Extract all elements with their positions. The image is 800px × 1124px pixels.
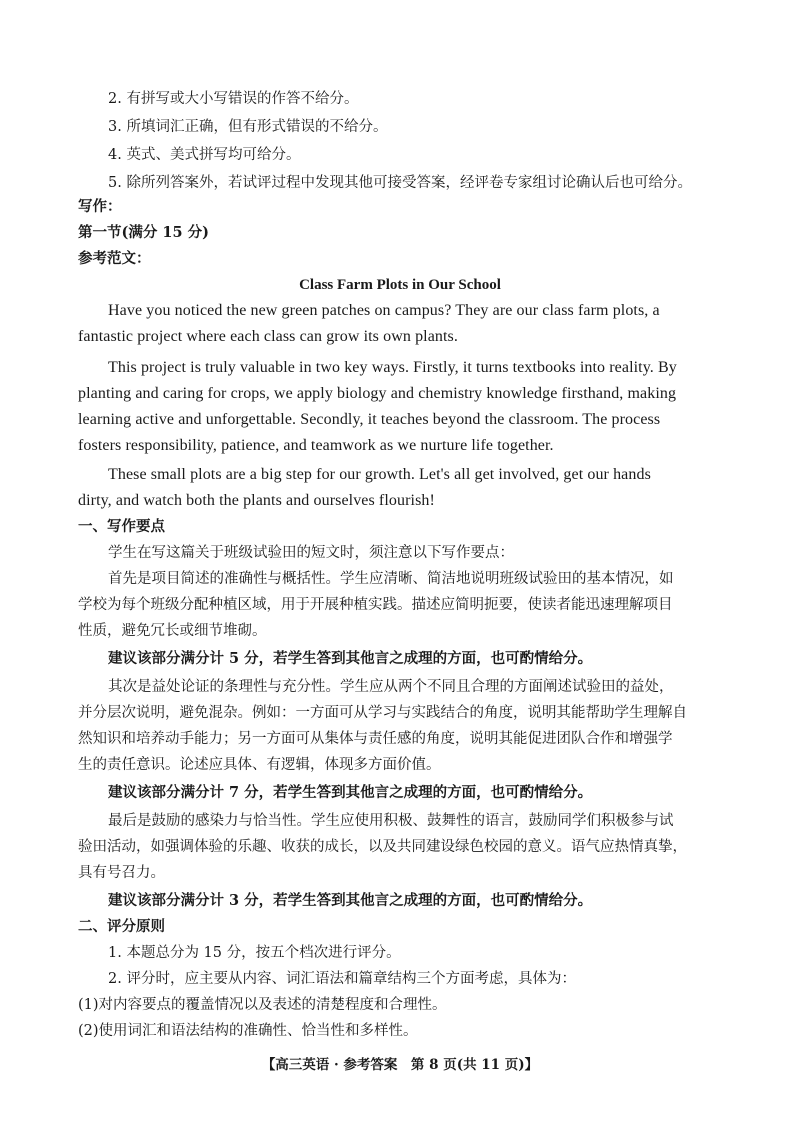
sample-label: 参考范文： (78, 250, 151, 267)
essay-line: planting and caring for crops, we apply biology and chemistry knowledge firsthand, making (78, 385, 677, 402)
essay-line: fosters responsibility, patience, and teamwork as we nurture life together. (78, 437, 554, 454)
points-score-note: 建议该部分满分计 5 分，若学生答到其他言之成理的方面，也可酌情给分。 (108, 650, 593, 667)
points-line: 性质，避免冗长或细节堆砌。 (78, 623, 267, 639)
points-score-note: 建议该部分满分计 7 分，若学生答到其他言之成理的方面，也可酌情给分。 (108, 784, 593, 801)
points-heading: 一、写作要点 (78, 518, 165, 535)
points-line: 生的责任意识。论述应具体、有逻辑，体现多方面价值。 (78, 757, 441, 773)
points-score-note: 建议该部分满分计 3 分，若学生答到其他言之成理的方面，也可酌情给分。 (108, 892, 593, 909)
essay-title: Class Farm Plots in Our School (299, 277, 501, 293)
principles-heading: 二、评分原则 (78, 918, 165, 935)
points-line: 具有号召力。 (78, 865, 165, 881)
essay-line: Have you noticed the new green patches on campus? They are our class farm plots, a (108, 302, 660, 319)
page-footer: 【高三英语 · 参考答案 第 8 页(共 11 页)】 (261, 1057, 539, 1073)
section-heading: 第一节(满分 15 分) (78, 224, 209, 241)
points-line: 其次是益处论证的条理性与充分性。学生应从两个不同且合理的方面阐述试验田的益处， (108, 679, 674, 695)
points-line: 学校为每个班级分配种植区域，用于开展种植实践。描述应简明扼要，使读者能迅速理解项目 (78, 597, 673, 613)
principles-line: (2)使用词汇和语法结构的准确性、恰当性和多样性。 (78, 1023, 418, 1039)
principles-line: 2. 评分时，应主要从内容、词汇语法和篇章结构三个方面考虑，具体为： (108, 971, 576, 987)
points-line: 然知识和培养动手能力；另一方面可从集体与责任感的角度，说明其能促进团队合作和增强学 (78, 731, 673, 747)
points-line: 学生在写这篇关于班级试验田的短文时，须注意以下写作要点： (108, 545, 514, 561)
essay-line: learning active and unforgettable. Secondly, it teaches beyond the classroom. The process (78, 411, 661, 428)
points-line: 验田活动，如强调体验的乐趣、收获的成长，以及共同建设绿色校园的意义。语气应热情真挚， (78, 839, 687, 855)
points-line: 并分层次说明，避免混杂。例如：一方面可从学习与实践结合的角度，说明其能帮助学生理解自 (78, 705, 687, 721)
points-line: 首先是项目简述的准确性与概括性。学生应清晰、简洁地说明班级试验田的基本情况，如 (108, 571, 674, 587)
points-line: 最后是鼓励的感染力与恰当性。学生应使用积极、鼓舞性的语言，鼓励同学们积极参与试 (108, 813, 674, 829)
essay-line: dirty, and watch both the plants and ourselves flourish! (78, 492, 435, 509)
principles-line: (1)对内容要点的覆盖情况以及表述的清楚程度和合理性。 (78, 997, 447, 1013)
rule-item-2: 2. 有拼写或大小写错误的作答不给分。 (108, 91, 359, 107)
essay-line: fantastic project where each class can grow its own plants. (78, 328, 458, 345)
rule-item-5: 5. 除所列答案外，若试评过程中发现其他可接受答案，经评卷专家组讨论确认后也可给分。 (108, 175, 692, 191)
writing-heading: 写作： (78, 198, 122, 215)
essay-line: This project is truly valuable in two key ways. Firstly, it turns textbooks into reality. By (108, 359, 677, 376)
rule-item-3: 3. 所填词汇正确，但有形式错误的不给分。 (108, 119, 388, 135)
rule-item-4: 4. 英式、美式拼写均可给分。 (108, 147, 301, 163)
essay-line: These small plots are a big step for our growth. Let's all get involved, get our hands (108, 466, 651, 483)
principles-line: 1. 本题总分为 15 分，按五个档次进行评分。 (108, 945, 401, 961)
